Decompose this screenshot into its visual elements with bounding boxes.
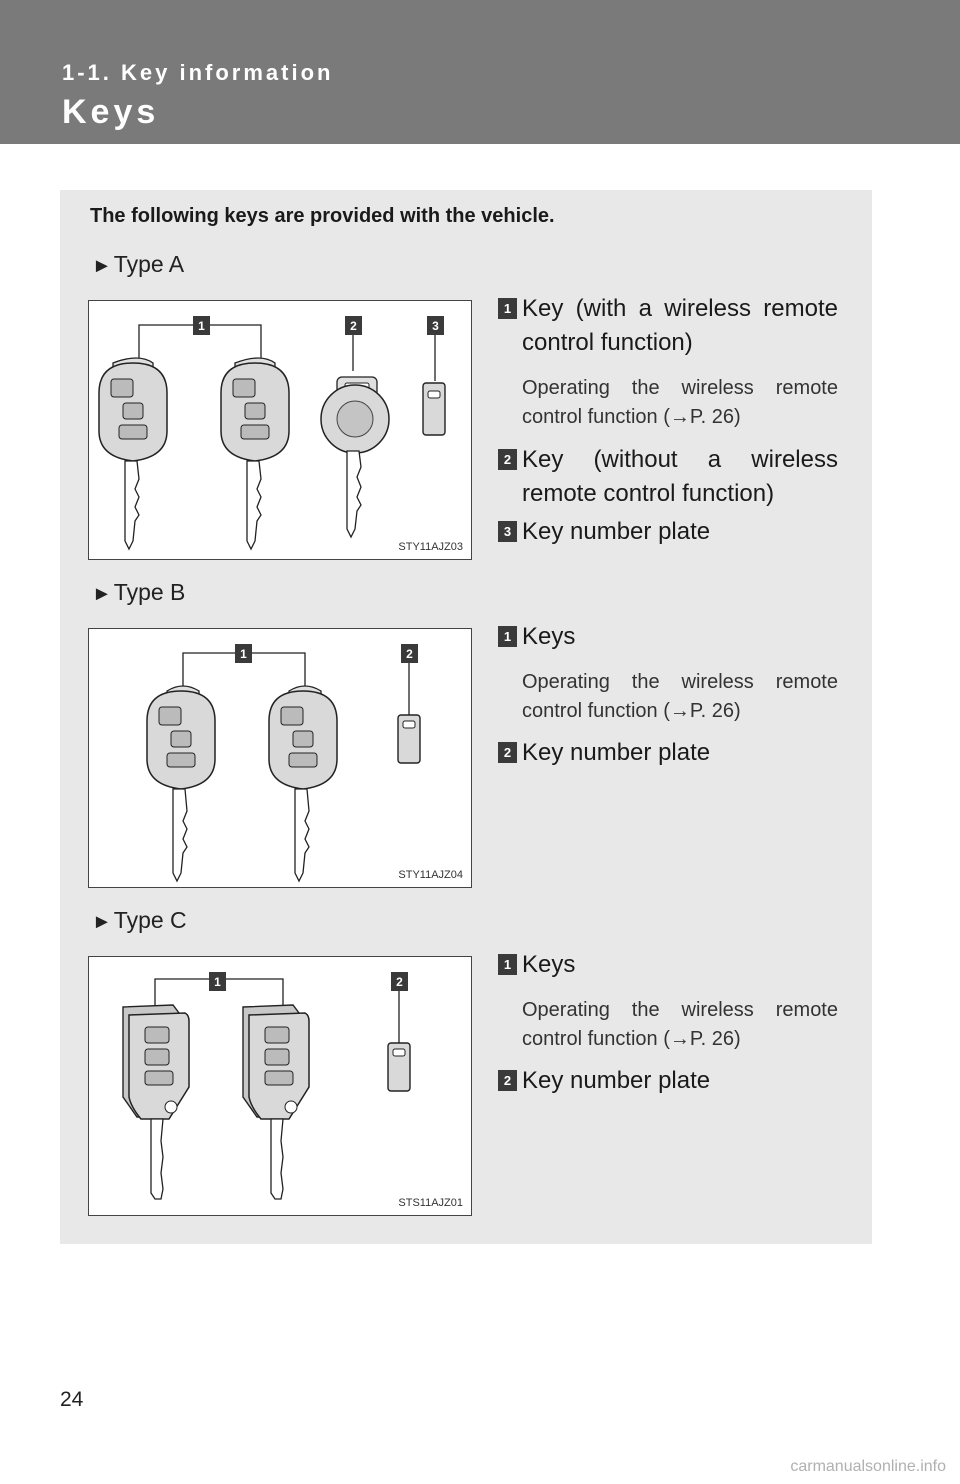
item-text: Key number plate <box>522 1067 711 1094</box>
item-number-badge: 2 <box>498 742 517 763</box>
svg-text:2: 2 <box>350 319 357 333</box>
remote-key-icon <box>99 358 167 549</box>
remote-key-icon <box>147 686 215 881</box>
svg-text:1: 1 <box>240 647 247 661</box>
svg-text:2: 2 <box>406 647 413 661</box>
item-text: Keys <box>522 951 576 978</box>
svg-text:1: 1 <box>214 975 221 989</box>
list-item <box>498 515 838 549</box>
list-item <box>498 443 838 511</box>
item-number-badge: 1 <box>498 954 517 975</box>
item-note: Operating the wireless remote control function (→P. 26) <box>522 377 838 428</box>
page-number: 24 <box>60 1388 84 1411</box>
mechanical-key-icon <box>321 377 389 537</box>
item-note: Operating the wireless remote control function (→P. 26) <box>522 999 838 1050</box>
watermark: carmanualsonline.info <box>790 1458 946 1475</box>
item-number-badge: 2 <box>498 1070 517 1091</box>
figure-type-b <box>88 628 472 888</box>
figure-code: STY11AJZ04 <box>398 869 463 881</box>
keys-illustration-a <box>89 301 473 561</box>
svg-text:3: 3 <box>432 319 439 333</box>
list-item <box>498 292 838 360</box>
type-c-label: ►Type C <box>92 907 187 933</box>
svg-text:2: 2 <box>396 975 403 989</box>
section-title: 1-1. Key information <box>62 60 334 85</box>
list-item <box>498 1064 838 1098</box>
type-a-label: ►Type A <box>92 251 185 277</box>
item-number-badge: 3 <box>498 521 517 542</box>
item-text: Key number plate <box>522 739 711 766</box>
remote-key-icon <box>269 686 337 881</box>
item-text: Key (without a wireless remote control function) <box>522 446 838 507</box>
figure-type-c <box>88 956 472 1216</box>
intro-text: The following keys are provided with the vehicle. <box>90 205 555 227</box>
item-text: Key number plate <box>522 518 711 545</box>
list-item <box>498 736 838 770</box>
svg-text:1: 1 <box>198 319 205 333</box>
pointer-icon: ► <box>92 583 112 605</box>
item-note: Operating the wireless remote control function (→P. 26) <box>522 671 838 722</box>
figure-code: STY11AJZ03 <box>398 541 463 553</box>
pointer-icon: ► <box>92 911 112 933</box>
item-number-badge: 1 <box>498 626 517 647</box>
list-item <box>498 620 838 654</box>
item-text: Keys <box>522 623 576 650</box>
page-title: Keys <box>62 93 160 131</box>
remote-key-icon <box>221 358 289 549</box>
keys-illustration-b <box>89 629 473 889</box>
pointer-icon: ► <box>92 255 112 277</box>
keys-illustration-c <box>89 957 473 1217</box>
item-number-badge: 2 <box>498 449 517 470</box>
figure-type-a <box>88 300 472 560</box>
flip-key-icon <box>243 1005 309 1199</box>
item-text: Key (with a wireless remote control function) <box>522 295 838 356</box>
page-header <box>0 0 960 144</box>
figure-code: STS11AJZ01 <box>398 1197 463 1209</box>
flip-key-icon <box>123 1005 189 1199</box>
type-b-label: ►Type B <box>92 579 186 605</box>
list-item <box>498 948 838 982</box>
item-number-badge: 1 <box>498 298 517 319</box>
